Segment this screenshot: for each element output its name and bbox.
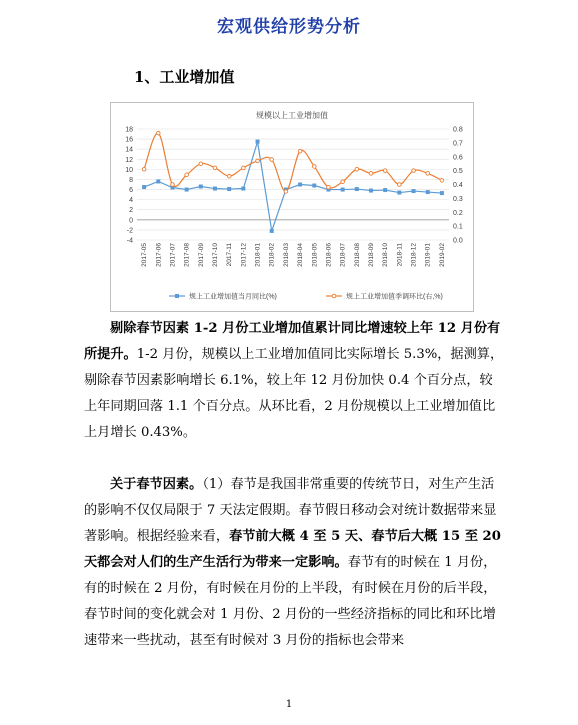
x-axis-tick-label: 2018-04 (297, 243, 305, 267)
series-1-point (199, 185, 203, 189)
series-1-point (341, 188, 345, 192)
paragraph-2-bold-lead: 关于春节因素。 (110, 477, 203, 492)
left-axis-tick-label: -2 (126, 227, 133, 235)
right-axis-tick-label: 0.7 (453, 140, 463, 148)
series-2-point (156, 131, 160, 135)
series-1-point (369, 189, 373, 193)
series-2-point (327, 185, 331, 189)
left-axis-tick-label: 8 (129, 176, 133, 184)
series-2-point (185, 173, 189, 177)
x-axis-tick-label: 2017-07 (169, 243, 177, 267)
paragraph-1-bold: 剔除春节因素 1-2 月份工业增加值累计同比增速较上年 12 月份有所提升。 (84, 321, 501, 362)
x-axis-tick-label: 2017-12 (240, 243, 248, 267)
series-2-point (398, 183, 402, 187)
series-1-point (412, 189, 416, 193)
series-2-point (369, 172, 373, 176)
right-axis-tick-label: 0.4 (453, 182, 463, 189)
series-1-point (142, 185, 146, 189)
x-axis-tick-label: 2018-05 (311, 243, 319, 267)
series-1-point (185, 188, 189, 192)
paragraph-2-bold-highlight: 春节前大概 4 至 5 天、春节后大概 15 至 20 天都会对人们的生产生活行为带来一定影响。 (84, 529, 501, 570)
x-axis-tick-label: 2017-08 (183, 243, 191, 267)
x-axis-tick-label: 2018-10 (382, 243, 390, 267)
page-number: 1 (285, 699, 293, 710)
series-1-point (426, 190, 430, 194)
series-2-point (242, 166, 246, 170)
series-2-point (298, 149, 302, 153)
x-axis-tick-label: 2018-12 (410, 243, 418, 267)
x-axis-tick-label: 2017-06 (155, 243, 163, 267)
paragraph-1-text: 1-2 月份，规模以上工业增加值同比实际增长 5.3%，据测算，剔除春节因素影响增长 6.1%，较上年 12 月份加快 0.4 个百分点，较上年同期回落 1.1 个百分点。从环比看，2 月份规模以上工业增加值比上月增长 0.43%。 (84, 347, 504, 440)
chart-title: 规模以上工业增加值 (256, 111, 328, 120)
series-2-point (440, 179, 444, 183)
right-axis-tick-label: 0.0 (453, 237, 463, 245)
left-axis-tick-label: 14 (125, 146, 133, 154)
x-axis-tick-label: 2017-11 (226, 243, 234, 267)
series-1-point (256, 140, 260, 144)
right-axis-tick-label: 0.8 (453, 126, 463, 134)
series-1-point (298, 183, 302, 187)
left-axis-tick-label: 10 (125, 166, 133, 174)
x-axis-tick-label: 2019-02 (438, 243, 446, 267)
series-2-point (284, 190, 288, 194)
series-2-point (412, 169, 416, 173)
left-axis-tick-label: 0 (129, 217, 133, 225)
left-axis-tick-label: 18 (125, 126, 133, 134)
series-2-point (213, 166, 217, 170)
series-1-point (270, 229, 274, 233)
x-axis-tick-label: 2017-10 (212, 243, 219, 267)
chart-svg (111, 103, 473, 311)
paragraph-2-text-2: 春节有的时候在 1 月份，有的时候在 2 月份，有时候在月份的上半段，有时候在月份的后半段，春节时间的变化就会对 1 月份、2 月份的一些经济指标的同比和环比增速带来一些扰动，甚至有时候对 3 月份的指标也会带来 (84, 555, 497, 648)
left-axis-tick-label: 4 (129, 197, 133, 205)
series-2-point (256, 159, 260, 163)
series-1-point (383, 188, 387, 192)
x-axis-tick-label: 2017-05 (141, 243, 149, 267)
left-axis-tick-label: 16 (125, 136, 133, 144)
x-axis-tick-label: 2018-06 (325, 243, 333, 267)
left-axis-tick-label: 6 (129, 187, 133, 195)
left-axis-tick-label: 2 (129, 207, 133, 215)
series-2-point (383, 169, 387, 173)
paragraph-2 (84, 472, 504, 654)
x-axis-tick-label: 2018-11 (396, 243, 404, 267)
x-axis-tick-label: 2018-09 (368, 243, 375, 267)
series-2-point (355, 167, 359, 171)
x-axis-tick-label: 2018-03 (282, 243, 290, 267)
left-axis-tick-label: -4 (126, 237, 133, 245)
series-1-point (355, 187, 359, 191)
right-axis-tick-label: 0.5 (453, 168, 463, 176)
series-1-point (156, 179, 160, 183)
series-1-point (213, 187, 217, 191)
series-1-point (227, 187, 231, 191)
page-title: 宏观供给形势分析 (217, 17, 361, 37)
series-1-point (440, 191, 444, 195)
series-2-point (171, 183, 175, 187)
series-line-2 (144, 133, 442, 191)
right-axis-tick-label: 0.1 (453, 223, 463, 231)
series-2-point (142, 167, 146, 171)
x-axis-tick-label: 2018-02 (268, 243, 276, 267)
legend-label: 规上工业增加值季调环比(右,%) (346, 293, 443, 301)
right-axis-tick-label: 0.3 (453, 195, 463, 203)
series-1-point (312, 184, 316, 188)
paragraph-1 (84, 316, 504, 446)
series-2-point (199, 162, 203, 166)
series-2-point (227, 174, 231, 178)
series-2-point (270, 158, 274, 162)
series-line-1 (144, 142, 442, 231)
series-1-point (397, 191, 401, 195)
legend-swatch-marker (175, 294, 179, 298)
x-axis-tick-label: 2018-08 (353, 243, 361, 267)
section-heading: 1、工业增加值 (134, 68, 235, 86)
series-2-point (312, 165, 316, 169)
left-axis-tick-label: 12 (125, 156, 133, 164)
series-2-point (426, 172, 430, 176)
x-axis-tick-label: 2017-09 (197, 243, 205, 267)
right-axis-tick-label: 0.6 (453, 154, 463, 162)
chart (110, 102, 474, 312)
legend-swatch-marker (332, 294, 336, 298)
series-2-point (341, 180, 345, 184)
legend-label: 规上工业增加值当月同比(%) (189, 293, 277, 301)
x-axis-tick-label: 2019-01 (424, 243, 432, 267)
x-axis-tick-label: 2018-07 (339, 242, 347, 267)
x-axis-tick-label: 2018-01 (254, 243, 262, 267)
series-1-point (241, 187, 245, 191)
right-axis-tick-label: 0.2 (453, 209, 463, 217)
paragraph-2-text-1: （1）春节是我国非常重要的传统节日，对生产生活的影响不仅仅局限于 7 天法定假期。春节假日移动会对统计数据带来显著影响。根据经验来看， (84, 477, 497, 544)
